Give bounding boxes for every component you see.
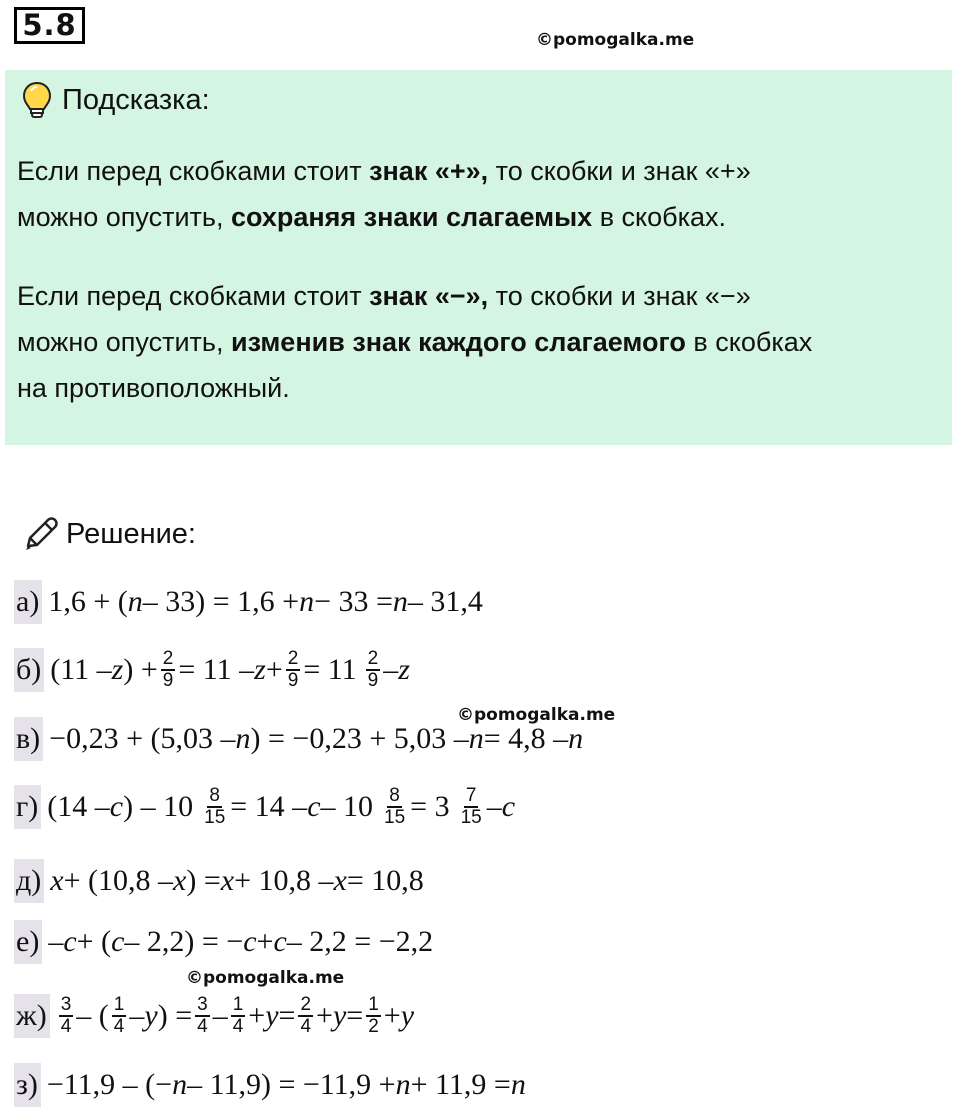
solution-item-z bbox=[14, 1060, 526, 1110]
solution-item-zh bbox=[14, 991, 414, 1041]
hint-box bbox=[5, 70, 952, 445]
item-label: в) bbox=[14, 717, 43, 761]
solution-item-d bbox=[14, 856, 424, 906]
task-number-badge: 5.8 bbox=[14, 7, 85, 44]
pencil-icon bbox=[20, 514, 60, 554]
item-label: ж) bbox=[14, 994, 50, 1038]
item-label: е) bbox=[14, 920, 42, 964]
solution-item-a bbox=[14, 577, 483, 627]
watermark-middle: ©pomogalka.me bbox=[457, 705, 616, 725]
hint-title bbox=[22, 80, 210, 120]
equation: (14 – c ) – 10 $\frac{8}{15}$ = 14 – c – 10 $\frac{8}{15}$ = 3 $\frac{7}{15}$ – c bbox=[47, 785, 516, 828]
item-label: б) bbox=[14, 648, 44, 692]
item-label: д) bbox=[14, 859, 44, 903]
item-label: а) bbox=[14, 580, 42, 624]
equation: −11,9 – (− n – 11,9) = −11,9 + n + 11,9 = n bbox=[46, 1068, 526, 1101]
item-label: г) bbox=[14, 785, 41, 829]
hint-paragraph-plus: Если перед скобками стоит знак «+», то скобки и знак «+» можно опустить, сохраняя знаки слагаемых в скобках. bbox=[17, 156, 751, 232]
equation: – c + ( c – 2,2) = − c + c – 2,2 = −2,2 bbox=[48, 925, 434, 958]
equation: (11 – z ) + $\frac{2}{9}$ = 11 – z + $\frac{2}{9}$ = 11 $\frac{2}{9}$ – z bbox=[50, 648, 410, 691]
lightbulb-icon bbox=[22, 81, 52, 119]
solution-item-b bbox=[14, 645, 410, 695]
watermark-bottom: ©pomogalka.me bbox=[186, 968, 345, 988]
solution-item-g bbox=[14, 782, 515, 832]
solution-item-v bbox=[14, 714, 583, 764]
watermark-top: ©pomogalka.me bbox=[536, 30, 695, 50]
solution-title bbox=[20, 512, 196, 556]
equation: 1,6 + ( n – 33) = 1,6 + n − 33 = n – 31,4 bbox=[48, 585, 483, 618]
hint-title-text: Подсказка: bbox=[62, 83, 210, 116]
solution-title-text: Решение: bbox=[66, 517, 196, 550]
hint-paragraph-minus: Если перед скобками стоит знак «−», то скобки и знак «−» можно опустить, изменив знак каждого слагаемого в скобках на противоположный. bbox=[17, 281, 813, 403]
equation: $\frac{3}{4}$ – ( $\frac{1}{4}$ – y ) = $\frac{3}{4}$ – $\frac{1}{4}$ + y = $\frac{2}{4}$ + y = $\frac{1}{2}$ + y bbox=[60, 994, 415, 1037]
equation: x + (10,8 – x ) = x + 10,8 – x = 10,8 bbox=[50, 864, 424, 897]
solution-item-e bbox=[14, 917, 433, 967]
item-label: з) bbox=[14, 1063, 41, 1107]
equation: −0,23 + (5,03 – n ) = −0,23 + 5,03 – n = 4,8 – n bbox=[49, 722, 584, 755]
